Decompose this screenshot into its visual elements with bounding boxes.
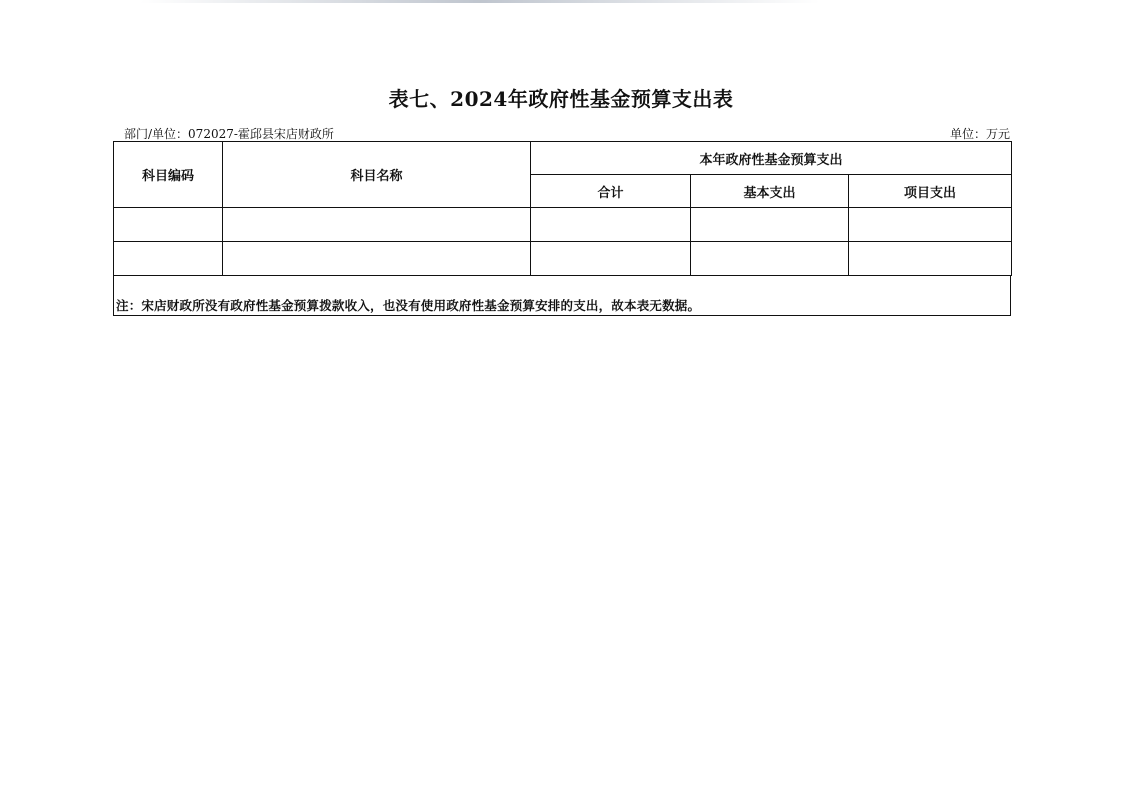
scan-edge-artifact: [140, 0, 820, 3]
table-cell: [114, 242, 223, 276]
table-cell: [114, 208, 223, 242]
note-row: [113, 276, 1011, 316]
header-basic-expenditure: 基本支出: [691, 175, 849, 208]
table-cell: [223, 208, 531, 242]
table-cell: [531, 208, 691, 242]
unit-label: 单位：万元: [949, 127, 1010, 141]
table-cell: [531, 242, 691, 276]
table-cell: [849, 208, 1012, 242]
header-subject-name: 科目名称: [223, 142, 531, 208]
header-project-expenditure: 项目支出: [849, 175, 1012, 208]
department-label: 部门/单位：072027-霍邱县宋店财政所: [124, 127, 334, 141]
table-row: [114, 208, 1012, 242]
page-title: 表七、2024年政府性基金预算支出表: [388, 87, 734, 111]
table-cell: [849, 242, 1012, 276]
table-cell: [223, 242, 531, 276]
budget-table-container: [113, 141, 1011, 316]
header-total: 合计: [531, 175, 691, 208]
budget-table: [113, 141, 1012, 276]
table-row: [114, 242, 1012, 276]
table-cell: [691, 208, 849, 242]
header-expenditure-group: 本年政府性基金预算支出: [531, 142, 1012, 175]
table-cell: [691, 242, 849, 276]
header-subject-code: 科目编码: [114, 142, 223, 208]
table-note: 注：宋店财政所没有政府性基金预算拨款收入，也没有使用政府性基金预算安排的支出，故本表无数据。: [116, 298, 701, 313]
